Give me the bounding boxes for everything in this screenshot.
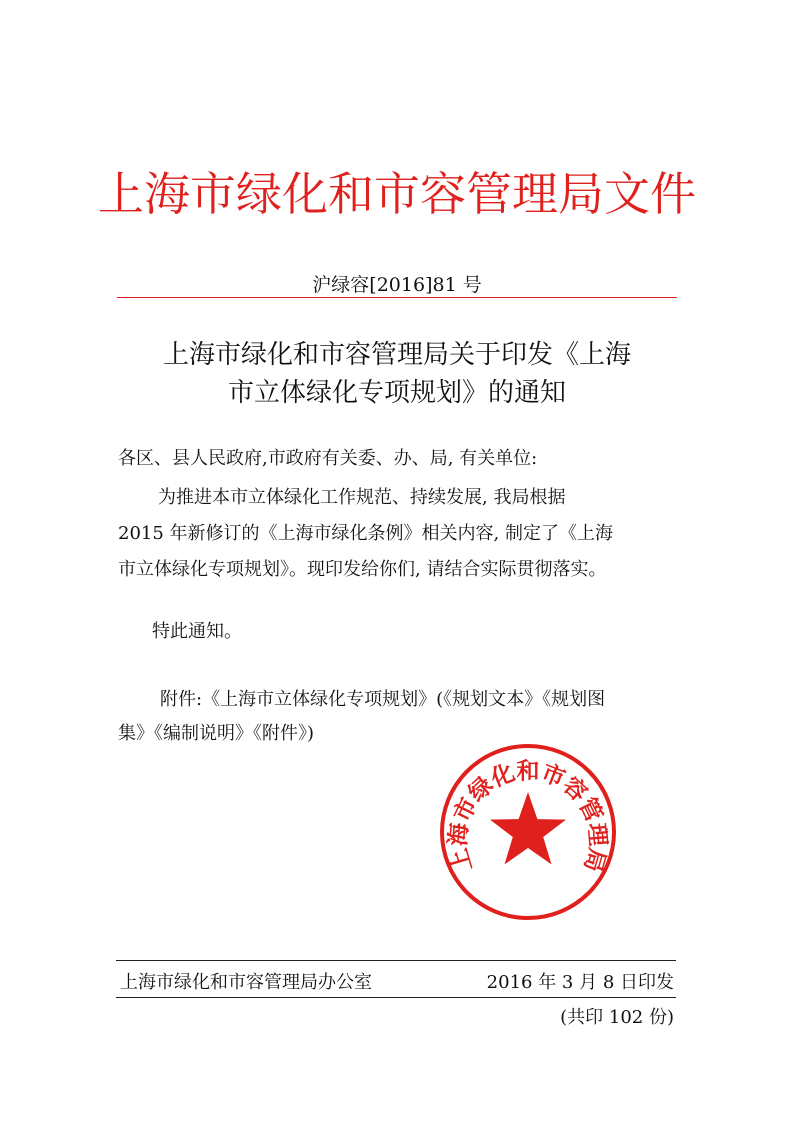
issuing-office: 上海市绿化和市容管理局办公室: [120, 972, 372, 993]
seal-text: 上海市绿化和市容管理局: [445, 758, 611, 875]
body-paragraph: [118, 480, 690, 588]
notice-title-line: 市立体绿化专项规划》的通知: [227, 378, 566, 408]
paragraph-line: 为推进本市立体绿化工作规范、持续发展, 我局根据: [158, 487, 566, 508]
issue-date: 2016 年 3 月 8 日印发: [486, 972, 674, 993]
salutation: 各区、县人民政府,市政府有关委、办、局, 有关单位:: [118, 448, 538, 469]
paragraph-line: 市立体绿化专项规划》。现印发给你们, 请结合实际贯彻落实。: [118, 559, 607, 580]
footer-divider-top: [116, 960, 676, 961]
attachment-note: [118, 683, 688, 751]
attachment-line: 附件:《上海市立体绿化专项规划》(《规划文本》《规划图: [160, 689, 606, 710]
document-number: 沪绿容[2016]81 号: [312, 274, 482, 296]
star-icon: [490, 792, 566, 864]
issuer-title: 上海市绿化和市容管理局文件: [98, 167, 696, 221]
closing-remark: 特此通知。: [152, 621, 242, 642]
footer-divider-bottom: [116, 997, 676, 998]
attachment-line: 集》《编制说明》《附件》): [118, 723, 315, 744]
notice-title: [100, 336, 694, 412]
notice-title-line: 上海市绿化和市容管理局关于印发《上海: [162, 340, 631, 370]
official-seal: [438, 742, 618, 922]
copies-printed: (共印 102 份): [560, 1007, 674, 1028]
paragraph-line: 2015 年新修订的《上海市绿化条例》相关内容, 制定了《上海: [118, 523, 613, 544]
red-divider: [117, 297, 677, 298]
